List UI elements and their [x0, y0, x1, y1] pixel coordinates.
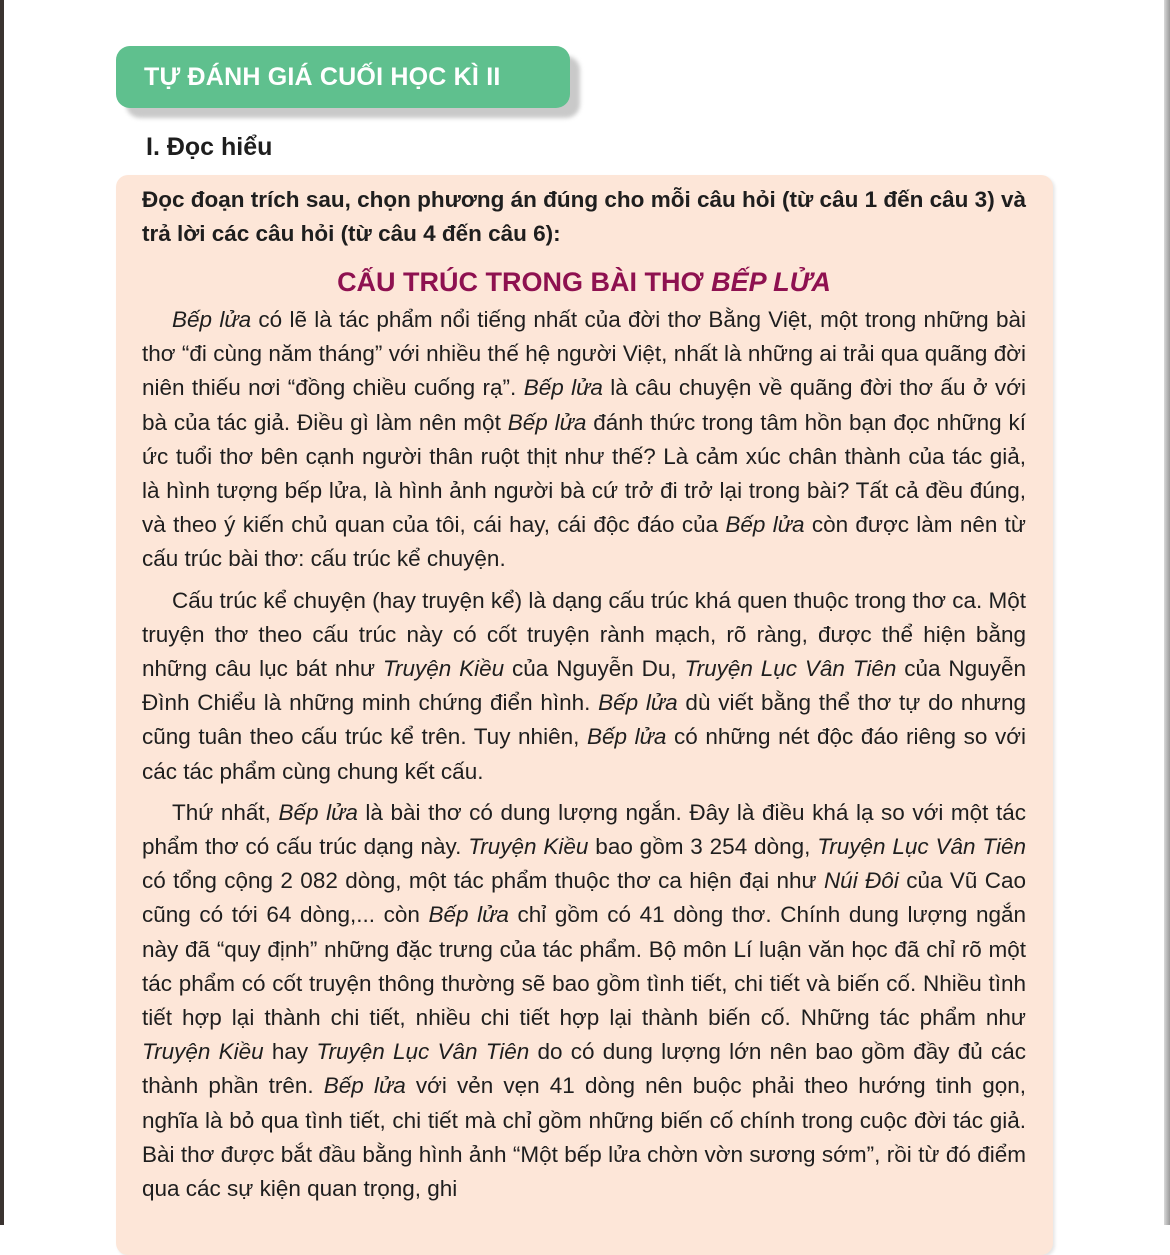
- italic-title-run: Truyện Kiều: [468, 834, 589, 860]
- passage-title-plain: CẤU TRÚC TRONG BÀI THƠ: [337, 267, 712, 297]
- italic-title-run: Bếp lửa: [507, 409, 587, 435]
- left-page-edge: [0, 0, 4, 1225]
- italic-title-run: Truyện Kiều: [142, 1039, 264, 1065]
- italic-title-run: Truyện Lục Vân Tiên: [684, 656, 897, 682]
- passage-title: [142, 265, 1026, 299]
- text-run: chỉ gồm có 41 dòng thơ. Chính dung lượng ngắn này đã “quy định” những đặc trưng của tác phẩm. Bộ môn Lí luận văn học đã chỉ rõ một tác phẩm có cốt truyện thông thường sẽ bao gồm tình tiết, chi tiết và biến cố. Nhiều tình tiết hợp lại thành chi tiết, nhiều chi tiết hợp lại thành biến cố. Những tác phẩm như: [142, 902, 1026, 1031]
- text-run: do có dung lượng lớn nên bao gồm đầy đủ các thành phần trên.: [142, 1039, 1026, 1099]
- text-run: bao gồm 3 254 dòng,: [588, 834, 818, 860]
- text-run: còn được làm nên từ cấu trúc bài thơ: cấu trúc kể chuyện.: [142, 512, 1026, 572]
- passage-paragraph: [142, 584, 1026, 789]
- text-run: là bài thơ có dung lượng ngắn. Đây là điều khá lạ so với một tác phẩm thơ có cấu trúc dạng này.: [142, 799, 1026, 860]
- text-run: có tổng cộng 2 082 dòng, một tác phẩm thuộc thơ ca hiện đại như: [142, 868, 824, 894]
- italic-title-run: Bếp lửa: [523, 375, 603, 401]
- italic-title-run: Truyện Lục Vân Tiên: [817, 834, 1026, 860]
- italic-title-run: Bếp lửa: [278, 799, 358, 825]
- italic-title-run: Bếp lửa: [725, 512, 805, 538]
- text-run: hay: [263, 1039, 317, 1065]
- passage-paragraph: [142, 796, 1026, 1206]
- text-run: của Nguyễn Đình Chiểu là những minh chứng điển hình.: [142, 656, 1026, 716]
- right-page-edge: [1164, 0, 1170, 1225]
- italic-title-run: Bếp lửa: [598, 690, 678, 716]
- text-run: đánh thức trong tâm hồn bạn đọc những kí ức tuổi thơ bên cạnh người thân ruột thịt như thế? Là cảm xúc chân thành của tác giả, là hình tượng bếp lửa, là hình ảnh người bà cứ trở đi trở lại trong bài? Tất cả đều đúng, và theo ý kiến chủ quan của tôi, cái hay, cái độc đáo của: [142, 409, 1026, 538]
- text-run: có lẽ là tác phẩm nổi tiếng nhất của đời thơ Bằng Việt, một trong những bài thơ “đi cùng năm tháng” với nhiều thế hệ người Việt, nhất là những ai trải qua quãng đời niên thiếu nơi “đồng chiều cuống rạ”.: [142, 307, 1026, 401]
- text-run: với vẻn vẹn 41 dòng nên buộc phải theo hướng tinh gọn, nghĩa là bỏ qua tình tiết, chi tiết mà chỉ gồm những biến cố chính trong cuộc đời tác giả. Bài thơ được bắt đầu bằng hình ảnh “Một bếp lửa chờn vờn sương sớm”, rồi từ đó điểm qua các sự kiện quan trọng, ghi: [142, 1073, 1026, 1202]
- text-run: của Nguyễn Du,: [504, 656, 685, 682]
- text-run: Thứ nhất,: [172, 799, 279, 825]
- reading-instruction: Đọc đoạn trích sau, chọn phương án đúng cho mỗi câu hỏi (từ câu 1 đến câu 3) và trả lời các câu hỏi (từ câu 4 đến câu 6):: [142, 187, 1026, 246]
- passage-title-italic: BẾP LỬA: [711, 267, 831, 297]
- text-run: của Vũ Cao cũng có tới 64 dòng,... còn: [142, 868, 1026, 928]
- text-run: dù viết bằng thể thơ tự do nhưng cũng tuân theo cấu trúc kể trên. Tuy nhiên,: [142, 690, 1027, 750]
- banner-title: TỰ ĐÁNH GIÁ CUỐI HỌC KÌ II: [144, 62, 501, 91]
- passage-paragraph: [142, 303, 1026, 577]
- reading-passage-box: [116, 175, 1053, 1255]
- italic-title-run: Truyện Lục Vân Tiên: [316, 1039, 530, 1065]
- text-run: Cấu trúc kể chuyện (hay truyện kể) là dạng cấu trúc khá quen thuộc trong thơ ca. Một truyện thơ theo cấu trúc này có cốt truyện rành mạch, rõ ràng, được thể hiện bằng những câu lục bát như: [142, 587, 1026, 682]
- italic-title-run: Bếp lửa: [428, 902, 509, 928]
- italic-title-run: Bếp lửa: [586, 724, 667, 750]
- italic-title-run: Truyện Kiều: [382, 656, 505, 682]
- passage-body: [142, 303, 1026, 1206]
- italic-title-run: Núi Đôi: [823, 868, 899, 894]
- section-banner: [116, 46, 570, 108]
- italic-title-run: Bếp lửa: [323, 1073, 406, 1099]
- text-run: là câu chuyện về quãng đời thơ ấu ở với bà của tác giả. Điều gì làm nên một: [142, 375, 1026, 435]
- italic-title-run: Bếp lửa: [172, 307, 252, 332]
- text-run: có những nét độc đáo riêng so với các tác phẩm cùng chung kết cấu.: [142, 724, 1026, 784]
- section-heading: I. Đọc hiểu: [146, 133, 273, 161]
